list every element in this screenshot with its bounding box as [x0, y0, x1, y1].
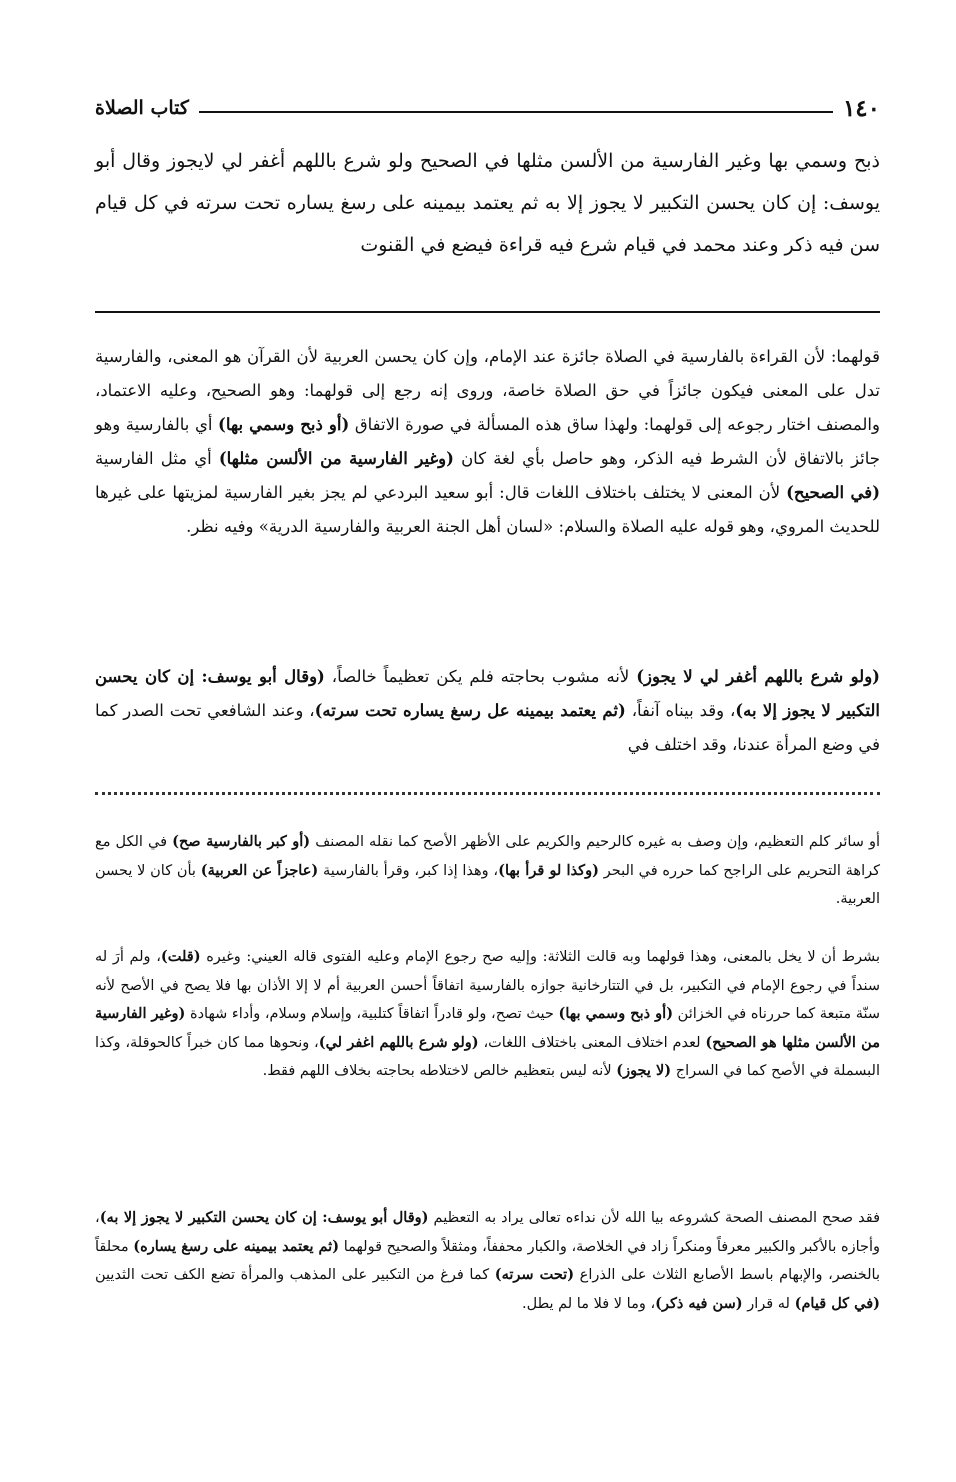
hashiya-3-quote: (تحت سرته): [494, 1266, 575, 1283]
page-header: [95, 93, 880, 123]
hashiya-paragraph-3: [95, 1204, 880, 1318]
hashiya-1-quote: (عاجزاً عن العربية): [200, 861, 319, 879]
sharh-1-quote: (في الصحيح): [786, 483, 881, 502]
hashiya-2-quote: (لا يجوز): [616, 1062, 672, 1079]
hashiya-1-text: أو سائر كلم التعظيم، وإن وصف به غيره كالرحيم والكريم على الأظهر الأصح كما نقله المصنف: [310, 834, 881, 850]
hashiya-3-text: فقد صحح المصنف الصحة كشروعه بيا الله لأن نداءه تعالى يراد به التعظيم: [428, 1210, 880, 1226]
sharh-2-quote: (ولو شرع باللهم أغفر لي لا يجوز): [636, 667, 880, 686]
hashiya-paragraph-1: [95, 828, 880, 914]
page-number: ١٤٠: [842, 94, 880, 122]
hashiya-2-text: حيث تصح، ولو قادراً اتفاقاً كتلبية، وإسلام وسلام، وأداء شهادة: [185, 1006, 559, 1022]
footnote-separator: [95, 792, 880, 795]
sharh-1-text: أي بالفارسية وهو جائز بالاتفاق لأن الشرط فيه الذكر، وهو حاصل بأي لغة كان: [95, 415, 880, 468]
sharh-2-quote: (وقال أبو يوسف: إن كان يحسن التكبير لا يجوز إلا به): [95, 667, 880, 720]
hashiya-3-text: محلقاً بالخنصر، والإبهام باسط الأصابع الثلاث على الذراع: [95, 1238, 880, 1283]
hashiya-2-text: بشرط أن لا يخل بالمعنى، وهذا قولهما وبه قالت الثلاثة: وإليه صح رجوع الإمام وعليه الفتوى قاله العيني: وغيره: [200, 949, 880, 965]
header-rule: [199, 111, 833, 113]
sharh-2-text: ، وعند الشافعي تحت الصدر كما في وضع المرأة عندنا، وقد اختلف في: [95, 701, 880, 754]
hashiya-paragraph-2: [95, 943, 880, 1086]
matn-text: ذبح وسمي بها وغير الفارسية من الألسن مثلها في الصحيح ولو شرع باللهم أغفر لي لايجوز وقال أبو يوسف: إن كان يحسن التكبير لا يجوز إلا به ثم يعتمد بيمينه على رسغ يساره تحت سرته في كل قيام سن فيه ذكر وعند محمد في قيام شرع فيه قراءة فيضع في القنوت: [95, 150, 880, 256]
hashiya-3-quote: (ثم يعتمد بيمينه على رسغ يساره): [133, 1237, 340, 1255]
hashiya-3-text: ، وما لا فلا ما لم يطل.: [521, 1295, 656, 1312]
sharh-1-text: قولهما: لأن القراءة بالفارسية في الصلاة جائزة عند الإمام، وإن كان يحسن العربية لأن القرآن هو المعنى، والفارسية تدل على المعنى فيكون جائزاً في حق الصلاة خاصة، وروى إنه رجع إلى قولهما: وهو الصحيح، وعليه الاعتماد، والمصنف اختار رجوعه إلى قولهما: ولهذا ساق هذه المسألة في صورة الاتفاق: [95, 347, 880, 434]
hashiya-1-quote: (أو كبر بالفارسية صح): [172, 833, 311, 850]
sharh-1-text: أي مثل الفارسية: [95, 449, 219, 468]
sharh-paragraph-1: [95, 340, 880, 544]
hashiya-2-quote: (وغير الفارسية من الألسن مثلها هو الصحيح): [95, 1005, 880, 1051]
hashiya-2-text: ، ولم أرَ له سنداً في رجوع الإمام في التكبير، بل في التتارخانية جوازه بالفارسية اتفاقاً أحسن العربية أم لا إلا الأذان بها فلا يصح في الأصح لأنه سنّة متبعة كما حررناه في الخزائن: [95, 949, 880, 1022]
hashiya-1-quote: (وكذا لو قرأ بها): [498, 861, 599, 879]
sharh-paragraph-2: [95, 660, 880, 762]
hashiya-3-text: ، وأجازه بالأكبر والكبير معرفاً ومنكراً زاد في الخلاصة، والكبار محففاً، ومثقلاً والصحيح قولهما: [95, 1210, 880, 1255]
hashiya-3-quote: (وقال أبو يوسف: إن كان يحسن التكبير لا يجوز إلا به): [99, 1209, 429, 1226]
hashiya-3-text: له قرار: [742, 1295, 795, 1312]
sharh-1-text: لأن المعنى لا يختلف باختلاف اللغات قال: أبو سعيد البردعي لم يجز بغير الفارسية لمزيتها على غيرها للحديث المروي، وهو قوله عليه الصلاة والسلام: «لسان أهل الجنة العربية والفارسية الدرية» وفيه نظر.: [95, 483, 880, 536]
hashiya-1-text: ، وهذا إذا كبر، وقرأ بالفارسية: [318, 862, 499, 879]
book-title: كتاب الصلاة: [95, 97, 189, 119]
matn-separator: [95, 311, 880, 313]
hashiya-3-quote: (في كل قيام): [794, 1294, 880, 1312]
hashiya-2-quote: (قلت): [160, 948, 201, 965]
hashiya-2-quote: (أو ذبح وسمي بها): [558, 1005, 674, 1022]
hashiya-2-text: ، ونحوها مما كان خبراً كالحوقلة، وكذا البسملة في الأصح كما في السراج: [95, 1034, 880, 1079]
hashiya-2-text: لعدم اختلاف المعنى باختلاف اللغات،: [478, 1034, 706, 1051]
sharh-2-text: ، وقد بيناه آنفاً،: [625, 701, 736, 720]
hashiya-2-quote: (ولو شرع باللهم اغفر لي): [318, 1033, 479, 1051]
hashiya-1-text: في الكل مع كراهة التحريم على الراجح كما حرره في البحر: [95, 834, 881, 879]
hashiya-3-quote: (سن فيه ذكر): [655, 1294, 743, 1312]
sharh-1-quote: (وغير الفارسية من الألسن مثلها): [218, 449, 454, 468]
sharh-1-quote: (أو ذبح وسمي بها): [218, 415, 350, 434]
hashiya-2-text: لأنه ليس بتعظيم خالص لاختلاطه بحاجته بخلاف اللهم فقط.: [262, 1063, 617, 1079]
hashiya-3-text: كما فرغ من التكبير على المذهب والمرأة تضع الكف تحت الثديين: [95, 1267, 495, 1283]
hashiya-1-text: بأن كان لا يحسن العربية.: [95, 862, 880, 907]
sharh-2-text: لأنه مشوب بحاجته فلم يكن تعظيماً خالصاً،: [324, 667, 637, 686]
sharh-2-quote: (ثم يعتمد بيمينه عل رسغ يساره تحت سرته): [314, 701, 626, 720]
